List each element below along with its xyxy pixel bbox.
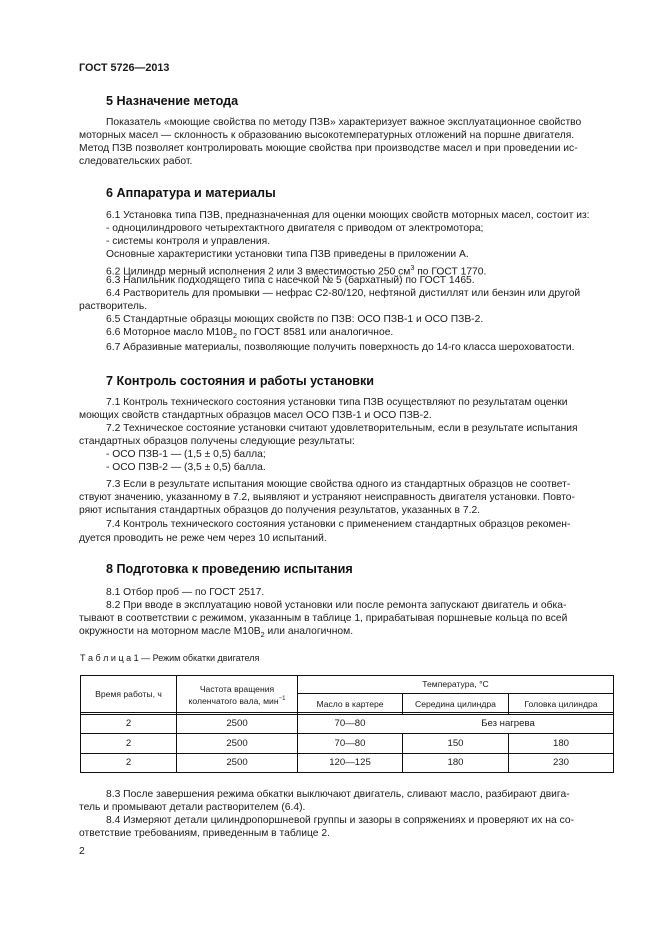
paragraph-line: моторных масел — склонность к образованию высокотемпературных отложений на поршне двигателя.	[79, 130, 575, 141]
table-cell: 2500	[226, 738, 248, 749]
paragraph-line: - ОСО ПЗВ-2 — (3,5 ± 0,5) балла.	[106, 462, 266, 473]
paragraph-line: растворитель.	[79, 301, 148, 312]
paragraph-line: тель и промывают детали растворителем (6.4).	[79, 802, 306, 813]
section-6-heading: 6 Аппаратура и материалы	[106, 186, 276, 200]
table-cell: 2	[125, 757, 132, 768]
paragraph-line: 7.1 Контроль технического состояния установки типа ПЗВ осуществляют по результатам оценки	[106, 397, 568, 408]
document-code: ГОСТ 5726—2013	[79, 62, 170, 74]
column-header-cylinder-head: Головка цилиндра	[524, 699, 598, 709]
column-header-cylinder-middle: Середина цилиндра	[415, 699, 496, 709]
paragraph-line: дуется проводить не реже чем через 10 испытаний.	[79, 533, 327, 544]
table-cell: 70—80	[334, 738, 366, 749]
section-5-heading: 5 Назначение метода	[106, 94, 239, 108]
paragraph-line: 6.6 Моторное масло $М10В_2$ по ГОСТ 8581 или аналогичное.	[106, 327, 394, 341]
table-1	[80, 675, 614, 773]
paragraph-line: 6.2 Цилиндр мерный исполнения 2 или 3 вместимостью 250 $см^3$ по ГОСТ 1770.	[106, 263, 487, 278]
table-cell: 180	[447, 757, 464, 768]
paragraph-line: Основные характеристики установки типа ПЗВ приведены в приложении А.	[106, 249, 469, 260]
section-7-heading: 7 Контроль состояния и работы установки	[106, 374, 375, 388]
paragraph-line: 6.4 Растворитель для промывки — нефрас С2-80/120, нефтяной дистиллят или бензин или другой	[106, 288, 581, 299]
paragraph-line: 7.4 Контроль технического состояния установки с применением стандартных образцов рекомен-	[106, 519, 571, 530]
paragraph-line: 6.1 Установка типа ПЗВ, предназначенная для оценки моющих свойств моторных масел, состоит из:	[106, 210, 590, 221]
table-cell: 2	[125, 738, 132, 749]
paragraph-line: 7.2 Техническое состояние установки считают удовлетворительным, если в результате испытания	[106, 423, 578, 434]
table-cell: 120—125	[329, 757, 371, 768]
paragraph-line: 7.3 Если в результате испытания моющие свойства одного из стандартных образцов не соответ-	[106, 479, 571, 490]
table-cell: 230	[552, 757, 569, 768]
table-cell: 2500	[226, 718, 248, 729]
paragraph-line: стандартных образцов получены следующие результаты:	[79, 436, 355, 447]
column-header-oil: Масло в картере	[316, 699, 384, 709]
table-cell-merged: Без нагрева	[481, 718, 535, 729]
paragraph-line: - одноцилиндрового четырехтактного двигателя с приводом от электромотора;	[106, 223, 484, 234]
paragraph-line: 8.2 При вводе в эксплуатацию новой установки или после ремонта запускают двигатель и обка-	[106, 600, 567, 611]
section-8-heading: 8 Подготовка к проведению испытания	[106, 562, 353, 576]
paragraph-line: - системы контроля и управления.	[106, 236, 271, 247]
paragraph-line: 6.3 Напильник подходящего типа с насечкой № 5 (бархатный) по ГОСТ 1465.	[106, 275, 475, 286]
paragraph-line: Метод ПЗВ позволяет контролировать моющие свойства при производстве масел и при проведении ис-	[79, 143, 578, 154]
paragraph-line: 8.3 После завершения режима обкатки выключают двигатель, сливают масло, разбирают двига-	[106, 789, 570, 800]
table-cell: 70—80	[334, 718, 366, 729]
table-cell: 2	[125, 718, 132, 729]
table-cell: 180	[552, 738, 569, 749]
paragraph-line: - ОСО ПЗВ-1 — (1,5 ± 0,5) балла;	[106, 449, 266, 460]
paragraph-line: окружности на моторном масле $М10В_2$ или аналогичном.	[79, 626, 354, 640]
column-header-time: Время работы, ч	[95, 689, 162, 699]
paragraph-line: тывают в соответствии с режимом, указанным в таблице 1, прирабатывая поршневые кольца по всей	[79, 613, 568, 624]
paragraph-line: ствуют значению, указанному в 7.2, выявляют и устраняют неисправность двигателя установки. Повто-	[79, 492, 575, 503]
page-number: 2	[79, 846, 85, 857]
paragraph-line: следовательских работ.	[79, 156, 193, 167]
paragraph-line: 6.5 Стандартные образцы моющих свойств по ПЗВ: ОСО ПЗВ-1 и ОСО ПЗВ-2.	[106, 314, 484, 325]
table-caption: Т а б л и ц а 1 — Режим обкатки двигателя	[80, 653, 260, 663]
paragraph-line: ответствие требованиям, приведенным в таблице 2.	[79, 828, 330, 839]
table-cell: 2500	[226, 757, 248, 768]
column-header-frequency: Частота вращения коленчатого вала, мин$^{-1}$	[188, 684, 286, 706]
paragraph-line: 8.1 Отбор проб — по ГОСТ 2517.	[106, 587, 265, 598]
paragraph-line: 6.7 Абразивные материалы, позволяющие получить поверхность до 14-го класса шероховатости.	[106, 342, 575, 353]
paragraph-line: Показатель «моющие свойства по методу ПЗВ» характеризует важное эксплуатационное свойство	[106, 117, 582, 128]
paragraph-line: моющих свойств стандартных образцов масел ОСО ПЗВ-1 и ОСО ПЗВ-2.	[79, 410, 432, 421]
paragraph-line: ряют испытания стандартных образцов до получения результатов, указанных в 7.2.	[79, 505, 481, 516]
column-header-temperature: Температура, °С	[422, 679, 489, 689]
table-cell: 150	[447, 738, 464, 749]
paragraph-line: 8.4 Измеряют детали цилиндропоршневой группы и зазоры в сопряжениях и проверяют их на со-	[106, 815, 575, 826]
